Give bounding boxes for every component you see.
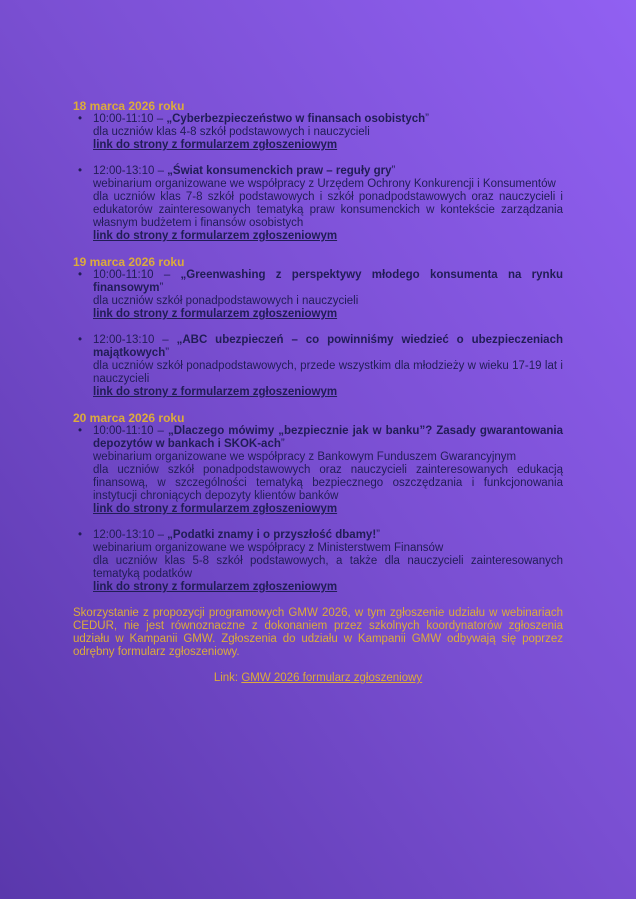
gmw-registration-form-link[interactable]: GMW 2026 formularz zgłoszeniowy: [241, 672, 423, 684]
event-title-text: „Świat konsumenckich praw – reguły gry: [167, 165, 392, 177]
event-title-text: „ABC ubezpieczeń – co powinniśmy wiedzieć o ubezpieczeniach majątkowych: [93, 334, 563, 359]
event-item: [73, 529, 563, 594]
event-description: dla uczniów szkół ponadpodstawowych i nauczycieli: [93, 295, 359, 307]
event-item: [73, 269, 563, 321]
event-time-title: [93, 113, 563, 126]
registration-form-link[interactable]: link do strony z formularzem zgłoszeniowym: [93, 386, 338, 398]
event-time: 10:00-11:10 –: [93, 113, 167, 125]
date-section: [73, 256, 563, 399]
date-section: [73, 412, 563, 594]
closing-quote: ”: [280, 438, 285, 450]
date-heading: 19 marca 2026 roku: [73, 255, 185, 269]
closing-quote: ”: [376, 529, 380, 541]
event-title-text: „Cyberbezpieczeństwo w finansach osobistych: [166, 113, 426, 125]
event-time: 12:00-13:10 –: [93, 165, 168, 177]
closing-quote: ”: [425, 113, 429, 125]
registration-form-link[interactable]: link do strony z formularzem zgłoszeniowym: [93, 139, 338, 151]
event-time: 12:00-13:10 –: [93, 334, 177, 346]
event-item: [73, 425, 563, 516]
footer-note: Skorzystanie z propozycji programowych GMW 2026, w tym zgłoszenie udziału w webinariach CEDUR, nie jest równoznaczne z dokonaniem przez szkolnych koordynatorów zgłoszenia udziału w Kampanii GMW. Zgłoszenia do udziału w Kampanii GMW odbywają się poprzez odrębny formularz zgłoszeniowy.: [73, 607, 563, 658]
event-list: [73, 425, 563, 594]
event-time-title: [93, 425, 563, 451]
event-item: [73, 165, 563, 243]
event-link-line: [93, 386, 563, 399]
event-description: dla uczniów szkół ponadpodstawowych, przede wszystkim dla młodzieży w wieku 17-19 lat i nauczycieli: [93, 360, 563, 385]
event-time: 10:00-11:10 –: [93, 425, 168, 437]
event-description: dla uczniów klas 5-8 szkół podstawowych, a także dla nauczycieli zainteresowanych tematyką podatków: [93, 555, 563, 580]
event-link-line: [93, 308, 563, 321]
event-time-title: [93, 334, 563, 360]
event-time-title: [93, 529, 563, 542]
date-heading: 20 marca 2026 roku: [73, 411, 185, 425]
event-title-text: „Podatki znamy i o przyszłość dbamy!: [167, 529, 377, 541]
date-heading: 18 marca 2026 roku: [73, 99, 185, 113]
registration-form-link[interactable]: link do strony z formularzem zgłoszeniowym: [93, 503, 338, 515]
event-description: dla uczniów klas 7-8 szkół podstawowych i szkół ponadpodstawowych oraz nauczycieli i edukatorów zainteresowanych tematyką praw konsumenckich w kontekście zarządzania własnym budżetem i finansów osobistych: [93, 191, 563, 229]
closing-quote: ”: [391, 165, 396, 177]
event-time-title: [93, 269, 563, 295]
event-title-text: „Greenwashing z perspektywy młodego konsumenta na rynku finansowym: [93, 269, 563, 294]
event-description: dla uczniów szkół ponadpodstawowych oraz nauczycieli zainteresowanych edukacją finansową, w szczególności tematyką bezpiecznego oszczędzania i funkcjonowania instytucji chroniących depozyty klientów banków: [93, 464, 563, 502]
footer-link-prefix: Link:: [213, 672, 242, 684]
registration-form-link[interactable]: link do strony z formularzem zgłoszeniowym: [93, 308, 338, 320]
event-link-line: [93, 581, 563, 594]
registration-form-link[interactable]: link do strony z formularzem zgłoszeniowym: [93, 581, 338, 593]
event-description: webinarium organizowane we współpracy z Urzędem Ochrony Konkurencji i Konsumentów: [93, 178, 556, 190]
footer-link-line: [73, 672, 563, 685]
event-time: 12:00-13:10 –: [93, 529, 168, 541]
date-section: [73, 100, 563, 243]
event-time-title: [93, 165, 563, 178]
event-link-line: [93, 503, 563, 516]
closing-quote: ”: [165, 347, 170, 359]
event-title-text: „Dlaczego mówimy „bezpiecznie jak w banku”? Zasady gwarantowania depozytów w bankach i SKOK-ach: [93, 425, 563, 450]
event-link-line: [93, 230, 563, 243]
registration-form-link[interactable]: link do strony z formularzem zgłoszeniowym: [93, 230, 338, 242]
schedule: [73, 100, 563, 594]
event-description: webinarium organizowane we współpracy z Ministerstwem Finansów: [93, 542, 444, 554]
event-item: [73, 334, 563, 399]
closing-quote: ”: [159, 282, 164, 294]
event-item: [73, 113, 563, 152]
event-time: 10:00-11:10 –: [93, 269, 181, 281]
event-list: [73, 269, 563, 399]
event-description: webinarium organizowane we współpracy z Bankowym Funduszem Gwarancyjnym: [93, 451, 517, 463]
event-description: dla uczniów klas 4-8 szkół podstawowych i nauczycieli: [93, 126, 370, 138]
event-list: [73, 113, 563, 243]
event-link-line: [93, 139, 563, 152]
